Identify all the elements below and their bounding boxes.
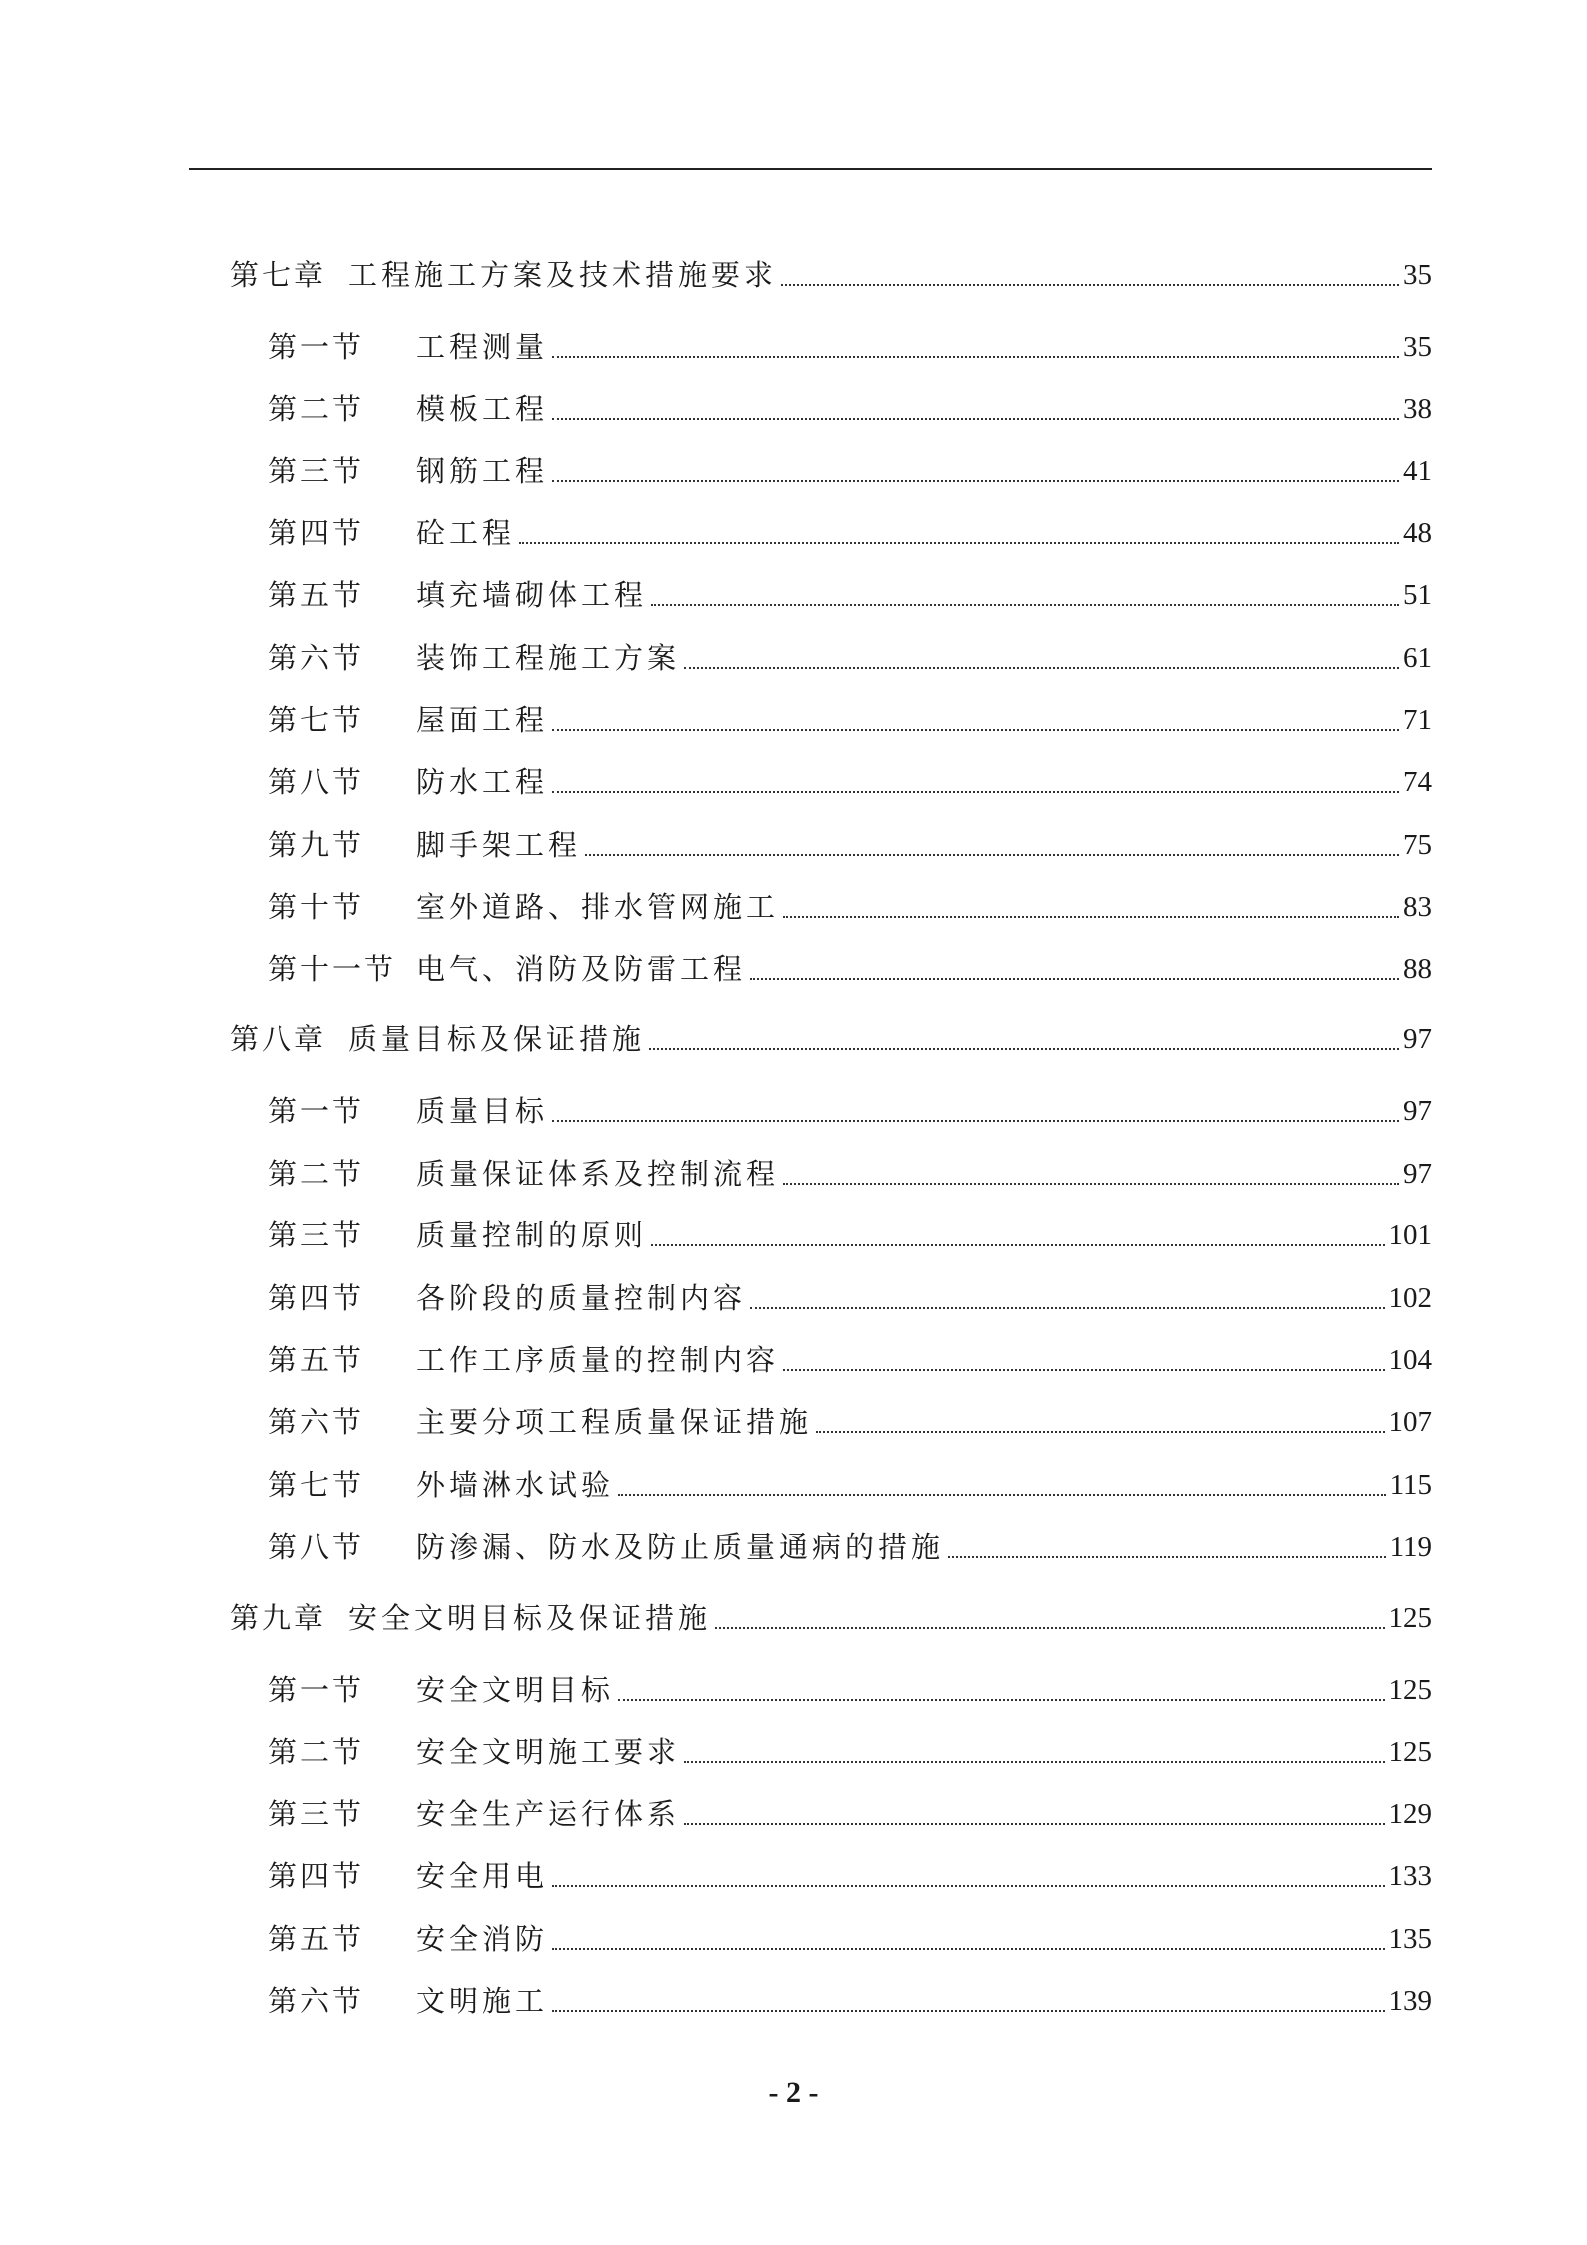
toc-section-row[interactable]	[268, 1912, 1432, 1956]
toc-entry-page: 38	[1403, 393, 1432, 425]
dot-leader	[651, 604, 1399, 606]
toc-section-row[interactable]	[268, 1395, 1432, 1439]
dot-leader	[618, 1494, 1386, 1496]
toc-entry-page: 83	[1403, 891, 1432, 923]
dot-leader	[684, 1761, 1384, 1763]
toc-entry-title: 安全消防	[416, 1922, 549, 1956]
header-rule	[189, 168, 1432, 170]
dot-leader	[618, 1699, 1384, 1701]
toc-entry-title: 安全文明施工要求	[416, 1735, 681, 1769]
toc-entry-label: 第六节	[268, 641, 365, 675]
toc-entry-title: 钢筋工程	[416, 454, 549, 488]
toc-entry-label: 第三节	[268, 454, 365, 488]
dot-leader	[781, 284, 1399, 286]
toc-section-row[interactable]	[268, 1520, 1432, 1564]
dot-leader	[816, 1431, 1384, 1433]
toc-entry-page: 48	[1403, 517, 1432, 549]
toc-section-row[interactable]	[268, 1663, 1432, 1707]
dot-leader	[552, 356, 1399, 358]
dot-leader	[552, 1948, 1384, 1950]
dot-leader	[552, 1885, 1384, 1887]
toc-entry-title: 质量目标	[416, 1094, 549, 1128]
toc-entry-title: 质量目标及保证措施	[348, 1022, 646, 1056]
toc-entry-page: 115	[1389, 1469, 1432, 1501]
toc-entry-label: 第十一节	[268, 952, 397, 986]
dot-leader	[715, 1627, 1384, 1629]
toc-section-row[interactable]	[268, 1208, 1432, 1252]
toc-entry-page: 97	[1403, 1158, 1432, 1190]
toc-entry-page: 125	[1388, 1602, 1432, 1634]
toc-entry-label: 第六节	[268, 1405, 365, 1439]
dot-leader	[552, 729, 1399, 731]
toc-section-row[interactable]	[268, 880, 1432, 924]
toc-section-row[interactable]	[268, 942, 1432, 986]
toc-section-row[interactable]	[268, 1084, 1432, 1128]
toc-entry-label: 第十节	[268, 890, 365, 924]
toc-section-row[interactable]	[268, 1725, 1432, 1769]
toc-entry-title: 模板工程	[416, 392, 549, 426]
toc-entry-label: 第二节	[268, 392, 365, 426]
toc-entry-label: 第九节	[268, 828, 365, 862]
toc-entry-page: 35	[1403, 331, 1432, 363]
toc-entry-label: 第五节	[268, 1343, 365, 1377]
toc-entry-label: 第八节	[268, 765, 365, 799]
toc-entry-title: 防水工程	[416, 765, 549, 799]
toc-section-row[interactable]	[268, 506, 1432, 550]
toc-section-row[interactable]	[268, 631, 1432, 675]
toc-chapter-row[interactable]	[230, 1591, 1432, 1635]
toc-entry-title: 质量保证体系及控制流程	[416, 1157, 780, 1191]
toc-entry-title: 工程测量	[416, 330, 549, 364]
dot-leader	[684, 1823, 1384, 1825]
toc-entry-title: 安全文明目标及保证措施	[348, 1601, 712, 1635]
toc-entry-label: 第九章	[230, 1601, 327, 1635]
toc-entry-title: 安全生产运行体系	[416, 1797, 681, 1831]
toc-entry-title: 各阶段的质量控制内容	[416, 1281, 747, 1315]
toc-section-row[interactable]	[268, 1333, 1432, 1377]
dot-leader	[519, 542, 1399, 544]
toc-chapter-row[interactable]	[230, 1012, 1432, 1056]
toc-entry-label: 第一节	[268, 1673, 365, 1707]
dot-leader	[552, 418, 1399, 420]
toc-section-row[interactable]	[268, 1147, 1432, 1191]
toc-entry-title: 砼工程	[416, 516, 516, 550]
toc-entry-label: 第一节	[268, 330, 365, 364]
toc-entry-page: 74	[1403, 766, 1432, 798]
toc-section-row[interactable]	[268, 382, 1432, 426]
toc-entry-page: 35	[1403, 259, 1432, 291]
toc-entry-label: 第七节	[268, 703, 365, 737]
toc-entry-label: 第四节	[268, 1859, 365, 1893]
toc-entry-label: 第一节	[268, 1094, 365, 1128]
toc-entry-page: 107	[1388, 1406, 1432, 1438]
toc-entry-page: 125	[1388, 1674, 1432, 1706]
toc-entry-title: 脚手架工程	[416, 828, 582, 862]
dot-leader	[783, 1183, 1399, 1185]
toc-entry-title: 质量控制的原则	[416, 1218, 648, 1252]
dot-leader	[552, 791, 1399, 793]
toc-entry-label: 第七章	[230, 258, 327, 292]
page-number: - 2 -	[768, 2076, 819, 2109]
toc-entry-label: 第五节	[268, 1922, 365, 1956]
toc-section-row[interactable]	[268, 755, 1432, 799]
toc-entry-title: 安全用电	[416, 1859, 549, 1893]
toc-entry-label: 第七节	[268, 1468, 365, 1502]
toc-entry-label: 第八章	[230, 1022, 327, 1056]
dot-leader	[552, 480, 1399, 482]
toc-section-row[interactable]	[268, 1271, 1432, 1315]
toc-entry-page: 139	[1388, 1985, 1432, 2017]
toc-entry-page: 101	[1388, 1219, 1432, 1251]
toc-entry-title: 室外道路、排水管网施工	[416, 890, 780, 924]
toc-section-row[interactable]	[268, 1458, 1432, 1502]
toc-entry-title: 外墙淋水试验	[416, 1468, 615, 1502]
toc-entry-title: 装饰工程施工方案	[416, 641, 681, 675]
dot-leader	[948, 1556, 1386, 1558]
dot-leader	[750, 978, 1399, 980]
toc-section-row[interactable]	[268, 1849, 1432, 1893]
toc-entry-page: 71	[1403, 704, 1432, 736]
dot-leader	[552, 1120, 1399, 1122]
toc-entry-label: 第八节	[268, 1530, 365, 1564]
toc-entry-label: 第五节	[268, 578, 365, 612]
toc-entry-title: 工作工序质量的控制内容	[416, 1343, 780, 1377]
toc-entry-page: 97	[1403, 1095, 1432, 1127]
toc-entry-title: 电气、消防及防雷工程	[416, 952, 747, 986]
toc-entry-page: 97	[1403, 1023, 1432, 1055]
dot-leader	[552, 2010, 1384, 2012]
toc-entry-title: 工程施工方案及技术措施要求	[348, 258, 778, 292]
toc-entry-page: 88	[1403, 953, 1432, 985]
toc-entry-label: 第六节	[268, 1984, 365, 2018]
toc-entry-page: 41	[1403, 455, 1432, 487]
toc-entry-label: 第四节	[268, 516, 365, 550]
toc-section-row[interactable]	[268, 444, 1432, 488]
toc-entry-label: 第四节	[268, 1281, 365, 1315]
toc-entry-title: 屋面工程	[416, 703, 549, 737]
toc-entry-page: 51	[1403, 579, 1432, 611]
toc-entry-page: 133	[1388, 1860, 1432, 1892]
toc-entry-page: 135	[1388, 1923, 1432, 1955]
toc-entry-title: 防渗漏、防水及防止质量通病的措施	[416, 1530, 945, 1564]
toc-section-row[interactable]	[268, 818, 1432, 862]
toc-entry-label: 第二节	[268, 1157, 365, 1191]
toc-entry-page: 61	[1403, 642, 1432, 674]
dot-leader	[651, 1244, 1384, 1246]
toc-section-row[interactable]	[268, 320, 1432, 364]
dot-leader	[585, 854, 1399, 856]
toc-entry-title: 文明施工	[416, 1984, 549, 2018]
dot-leader	[750, 1307, 1384, 1309]
toc-entry-label: 第三节	[268, 1797, 365, 1831]
toc-entry-title: 主要分项工程质量保证措施	[416, 1405, 813, 1439]
toc-entry-page: 104	[1388, 1344, 1432, 1376]
toc-entry-page: 125	[1388, 1736, 1432, 1768]
toc-entry-title: 填充墙砌体工程	[416, 578, 648, 612]
toc-entry-title: 安全文明目标	[416, 1673, 615, 1707]
toc-entry-page: 119	[1389, 1531, 1432, 1563]
toc-entry-page: 75	[1403, 829, 1432, 861]
toc-entry-page: 129	[1388, 1798, 1432, 1830]
dot-leader	[684, 667, 1399, 669]
dot-leader	[783, 1369, 1384, 1371]
toc-section-row[interactable]	[268, 693, 1432, 737]
toc-entry-label: 第二节	[268, 1735, 365, 1769]
toc-section-row[interactable]	[268, 1787, 1432, 1831]
dot-leader	[783, 916, 1399, 918]
dot-leader	[649, 1048, 1399, 1050]
toc-entry-page: 102	[1388, 1282, 1432, 1314]
toc-section-row[interactable]	[268, 1974, 1432, 2018]
toc-entry-label: 第三节	[268, 1218, 365, 1252]
toc-chapter-row[interactable]	[230, 248, 1432, 292]
toc-section-row[interactable]	[268, 568, 1432, 612]
